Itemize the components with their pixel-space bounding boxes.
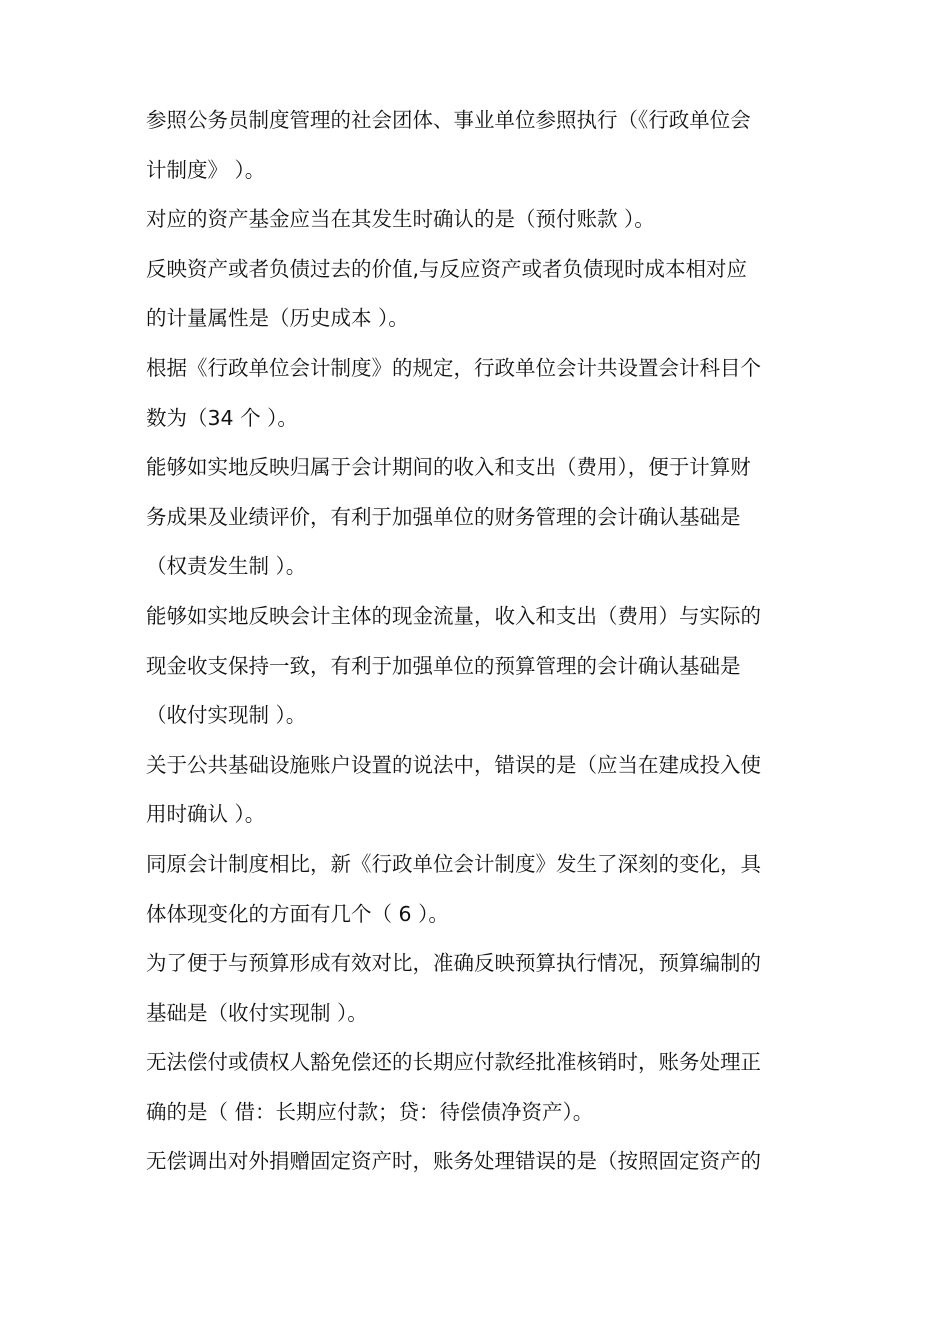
text-line: 对应的资产基金应当在其发生时确认的是（预付账款 ）。	[146, 207, 655, 232]
text-line: 关于公共基础设施账户设置的说法中，错误的是（应当在建成投入使	[146, 752, 761, 777]
text-line: 为了便于与预算形成有效对比，准确反映预算执行情况，预算编制的	[146, 951, 761, 976]
text-line: 务成果及业绩评价，有利于加强单位的财务管理的会计确认基础是	[146, 504, 741, 529]
text-line: 计制度》 ）。	[146, 157, 266, 182]
text-line: 用时确认 ）。	[146, 802, 266, 827]
text-line: 反映资产或者负债过去的价值,与反应资产或者负债现时成本相对应	[146, 256, 748, 281]
document-body	[146, 96, 826, 1187]
text-line: 能够如实地反映会计主体的现金流量，收入和支出（费用）与实际的	[146, 603, 761, 628]
text-line: 基础是（收付实现制 ）。	[146, 1000, 368, 1025]
text-line: 体体现变化的方面有几个（ 6 ）。	[146, 901, 449, 926]
text-line: 同原会计制度相比，新《行政单位会计制度》发生了深刻的变化，具	[146, 851, 761, 876]
text-line: 确的是（ 借：长期应付款；贷：待偿债净资产）。	[146, 1099, 594, 1124]
text-line: 现金收支保持一致，有利于加强单位的预算管理的会计确认基础是	[146, 653, 741, 678]
text-line: 无偿调出对外捐赠固定资产时，账务处理错误的是（按照固定资产的	[146, 1149, 761, 1174]
text-line: 数为（34 个 ）。	[146, 405, 298, 430]
text-line: （权责发生制 ）。	[146, 554, 307, 579]
text-line: 的计量属性是（历史成本 ）。	[146, 306, 409, 331]
text-line: 根据《行政单位会计制度》的规定，行政单位会计共设置会计科目个	[146, 355, 761, 380]
text-line: 无法偿付或债权人豁免偿还的长期应付款经批准核销时，账务处理正	[146, 1050, 761, 1075]
text-line: 能够如实地反映归属于会计期间的收入和支出（费用），便于计算财	[146, 455, 751, 480]
text-line: （收付实现制 ）。	[146, 703, 307, 728]
text-line: 参照公务员制度管理的社会团体、事业单位参照执行（《行政单位会	[146, 108, 751, 132]
